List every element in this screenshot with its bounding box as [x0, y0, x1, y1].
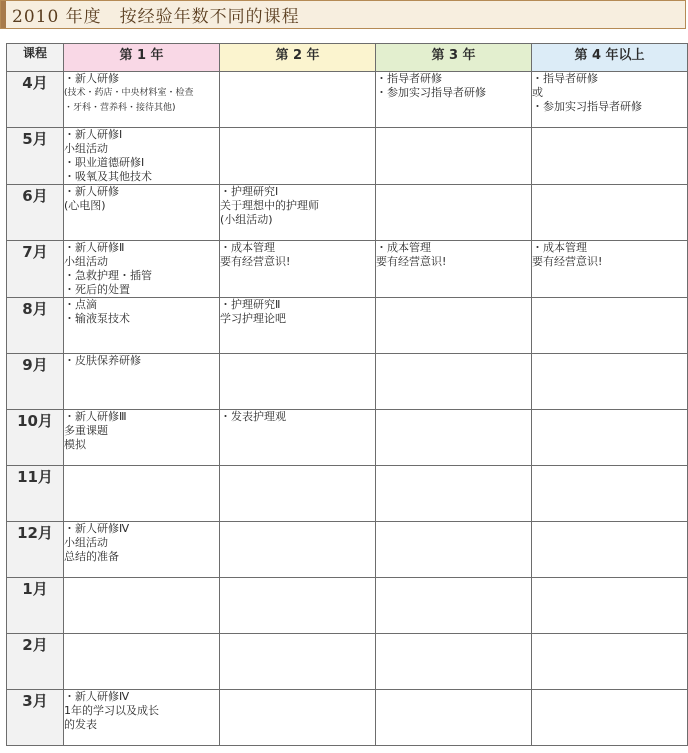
- course-line: 模拟: [64, 438, 86, 451]
- course-line: 小组活动: [64, 255, 108, 268]
- course-cell-year-1: [64, 522, 220, 578]
- table-row: [7, 241, 688, 298]
- course-cell-year-4: [532, 354, 688, 410]
- header-year-1: 第 1 年: [64, 44, 220, 72]
- course-cell-year-2: [220, 690, 376, 746]
- course-line: ・新人研修Ⅳ: [64, 522, 130, 535]
- course-line: ・指导者研修: [532, 72, 598, 85]
- course-line: 要有经营意识!: [532, 255, 603, 268]
- course-cell-year-4: [532, 128, 688, 185]
- course-line: 的发表: [64, 718, 97, 731]
- header-year-3: 第 3 年: [376, 44, 532, 72]
- course-cell-year-4: [532, 298, 688, 354]
- table-row: [7, 578, 688, 634]
- course-cell-year-1: [64, 72, 220, 128]
- course-line: ・指导者研修: [376, 72, 442, 85]
- course-line: ・参加实习指导者研修: [532, 100, 642, 113]
- course-line: (技术・药店・中央材料室・检查: [64, 88, 194, 98]
- course-cell-year-2: [220, 72, 376, 128]
- course-cell-year-3: [376, 354, 532, 410]
- month-cell: 1月: [7, 578, 64, 634]
- title-accent-bar: [1, 1, 6, 28]
- course-cell-year-3: [376, 466, 532, 522]
- table-row: [7, 466, 688, 522]
- course-line: 小组活动: [64, 142, 108, 155]
- header-course: 课程: [7, 44, 64, 72]
- table-row: [7, 634, 688, 690]
- course-line: ・发表护理观: [220, 410, 286, 423]
- course-line: (小组活动): [220, 213, 273, 226]
- table-row: [7, 185, 688, 241]
- course-line: ・成本管理: [220, 241, 275, 254]
- course-cell-year-2: [220, 298, 376, 354]
- course-cell-year-4: [532, 522, 688, 578]
- month-cell: 3月: [7, 690, 64, 746]
- course-cell-year-2: [220, 634, 376, 690]
- course-line: ・吸氧及其他技术: [64, 170, 152, 183]
- course-cell-year-1: [64, 354, 220, 410]
- course-line: 多重课题: [64, 424, 108, 437]
- course-cell-year-3: [376, 578, 532, 634]
- page-title: 2010 年度 按经验年数不同的课程: [12, 7, 300, 27]
- month-cell: 4月: [7, 72, 64, 128]
- course-cell-year-1: [64, 241, 220, 298]
- month-cell: 11月: [7, 466, 64, 522]
- course-line: ・成本管理: [532, 241, 587, 254]
- course-line: 学习护理论吧: [220, 312, 286, 325]
- course-cell-year-4: [532, 410, 688, 466]
- course-line: ・护理研究Ⅱ: [220, 298, 281, 311]
- table-row: [7, 354, 688, 410]
- course-cell-year-1: [64, 690, 220, 746]
- course-cell-year-2: [220, 578, 376, 634]
- course-line: ・护理研究Ⅰ: [220, 185, 279, 198]
- month-cell: 9月: [7, 354, 64, 410]
- course-line: ・新人研修Ⅲ: [64, 410, 127, 423]
- course-cell-year-3: [376, 690, 532, 746]
- course-cell-year-3: [376, 72, 532, 128]
- header-row: [7, 44, 688, 72]
- course-line: ・新人研修Ⅳ: [64, 690, 130, 703]
- course-cell-year-4: [532, 634, 688, 690]
- course-cell-year-3: [376, 241, 532, 298]
- course-cell-year-3: [376, 298, 532, 354]
- month-cell: 2月: [7, 634, 64, 690]
- course-line: ・新人研修Ⅰ: [64, 128, 123, 141]
- course-cell-year-2: [220, 241, 376, 298]
- month-cell: 6月: [7, 185, 64, 241]
- course-cell-year-1: [64, 410, 220, 466]
- course-cell-year-2: [220, 354, 376, 410]
- course-cell-year-3: [376, 522, 532, 578]
- month-cell: 10月: [7, 410, 64, 466]
- table-row: [7, 522, 688, 578]
- course-cell-year-4: [532, 690, 688, 746]
- header-year-4-plus: 第 4 年以上: [532, 44, 688, 72]
- course-line: 关于理想中的护理师: [220, 199, 319, 212]
- table-row: [7, 72, 688, 128]
- course-line: (心电图): [64, 199, 106, 212]
- course-line: ・急救护理・插管: [64, 269, 152, 282]
- month-cell: 5月: [7, 128, 64, 185]
- course-line: ・牙科・营养科・接待其他): [64, 103, 176, 113]
- course-cell-year-3: [376, 128, 532, 185]
- month-cell: 8月: [7, 298, 64, 354]
- course-schedule-table: [6, 43, 688, 746]
- title-bar: [0, 0, 686, 29]
- course-line: 总结的准备: [64, 550, 119, 563]
- table-row: [7, 410, 688, 466]
- course-line: ・皮肤保养研修: [64, 354, 141, 367]
- course-line: 或: [532, 86, 543, 99]
- course-cell-year-1: [64, 128, 220, 185]
- course-cell-year-4: [532, 185, 688, 241]
- course-cell-year-3: [376, 410, 532, 466]
- course-cell-year-4: [532, 241, 688, 298]
- course-line: ・新人研修Ⅱ: [64, 241, 125, 254]
- course-line: ・点滴: [64, 298, 97, 311]
- course-line: ・输液泵技术: [64, 312, 130, 325]
- course-cell-year-3: [376, 634, 532, 690]
- month-cell: 7月: [7, 241, 64, 298]
- course-cell-year-1: [64, 578, 220, 634]
- course-line: 要有经营意识!: [220, 255, 291, 268]
- course-line: 1年的学习以及成长: [64, 704, 159, 717]
- header-year-2: 第 2 年: [220, 44, 376, 72]
- course-cell-year-2: [220, 522, 376, 578]
- course-cell-year-2: [220, 410, 376, 466]
- course-cell-year-4: [532, 466, 688, 522]
- table-row: [7, 128, 688, 185]
- course-line: 要有经营意识!: [376, 255, 447, 268]
- course-cell-year-4: [532, 578, 688, 634]
- course-cell-year-2: [220, 185, 376, 241]
- course-line: ・职业道德研修Ⅰ: [64, 156, 145, 169]
- month-cell: 12月: [7, 522, 64, 578]
- course-cell-year-4: [532, 72, 688, 128]
- schedule-body: [7, 72, 688, 746]
- table-row: [7, 690, 688, 746]
- course-line: ・成本管理: [376, 241, 431, 254]
- course-cell-year-1: [64, 634, 220, 690]
- course-line: ・参加实习指导者研修: [376, 86, 486, 99]
- course-cell-year-1: [64, 185, 220, 241]
- course-cell-year-2: [220, 128, 376, 185]
- course-cell-year-2: [220, 466, 376, 522]
- course-line: ・新人研修: [64, 185, 119, 198]
- course-cell-year-1: [64, 466, 220, 522]
- table-row: [7, 298, 688, 354]
- course-cell-year-1: [64, 298, 220, 354]
- course-line: ・死后的处置: [64, 283, 130, 296]
- course-cell-year-3: [376, 185, 532, 241]
- course-line: 小组活动: [64, 536, 108, 549]
- course-line: ・新人研修: [64, 72, 119, 85]
